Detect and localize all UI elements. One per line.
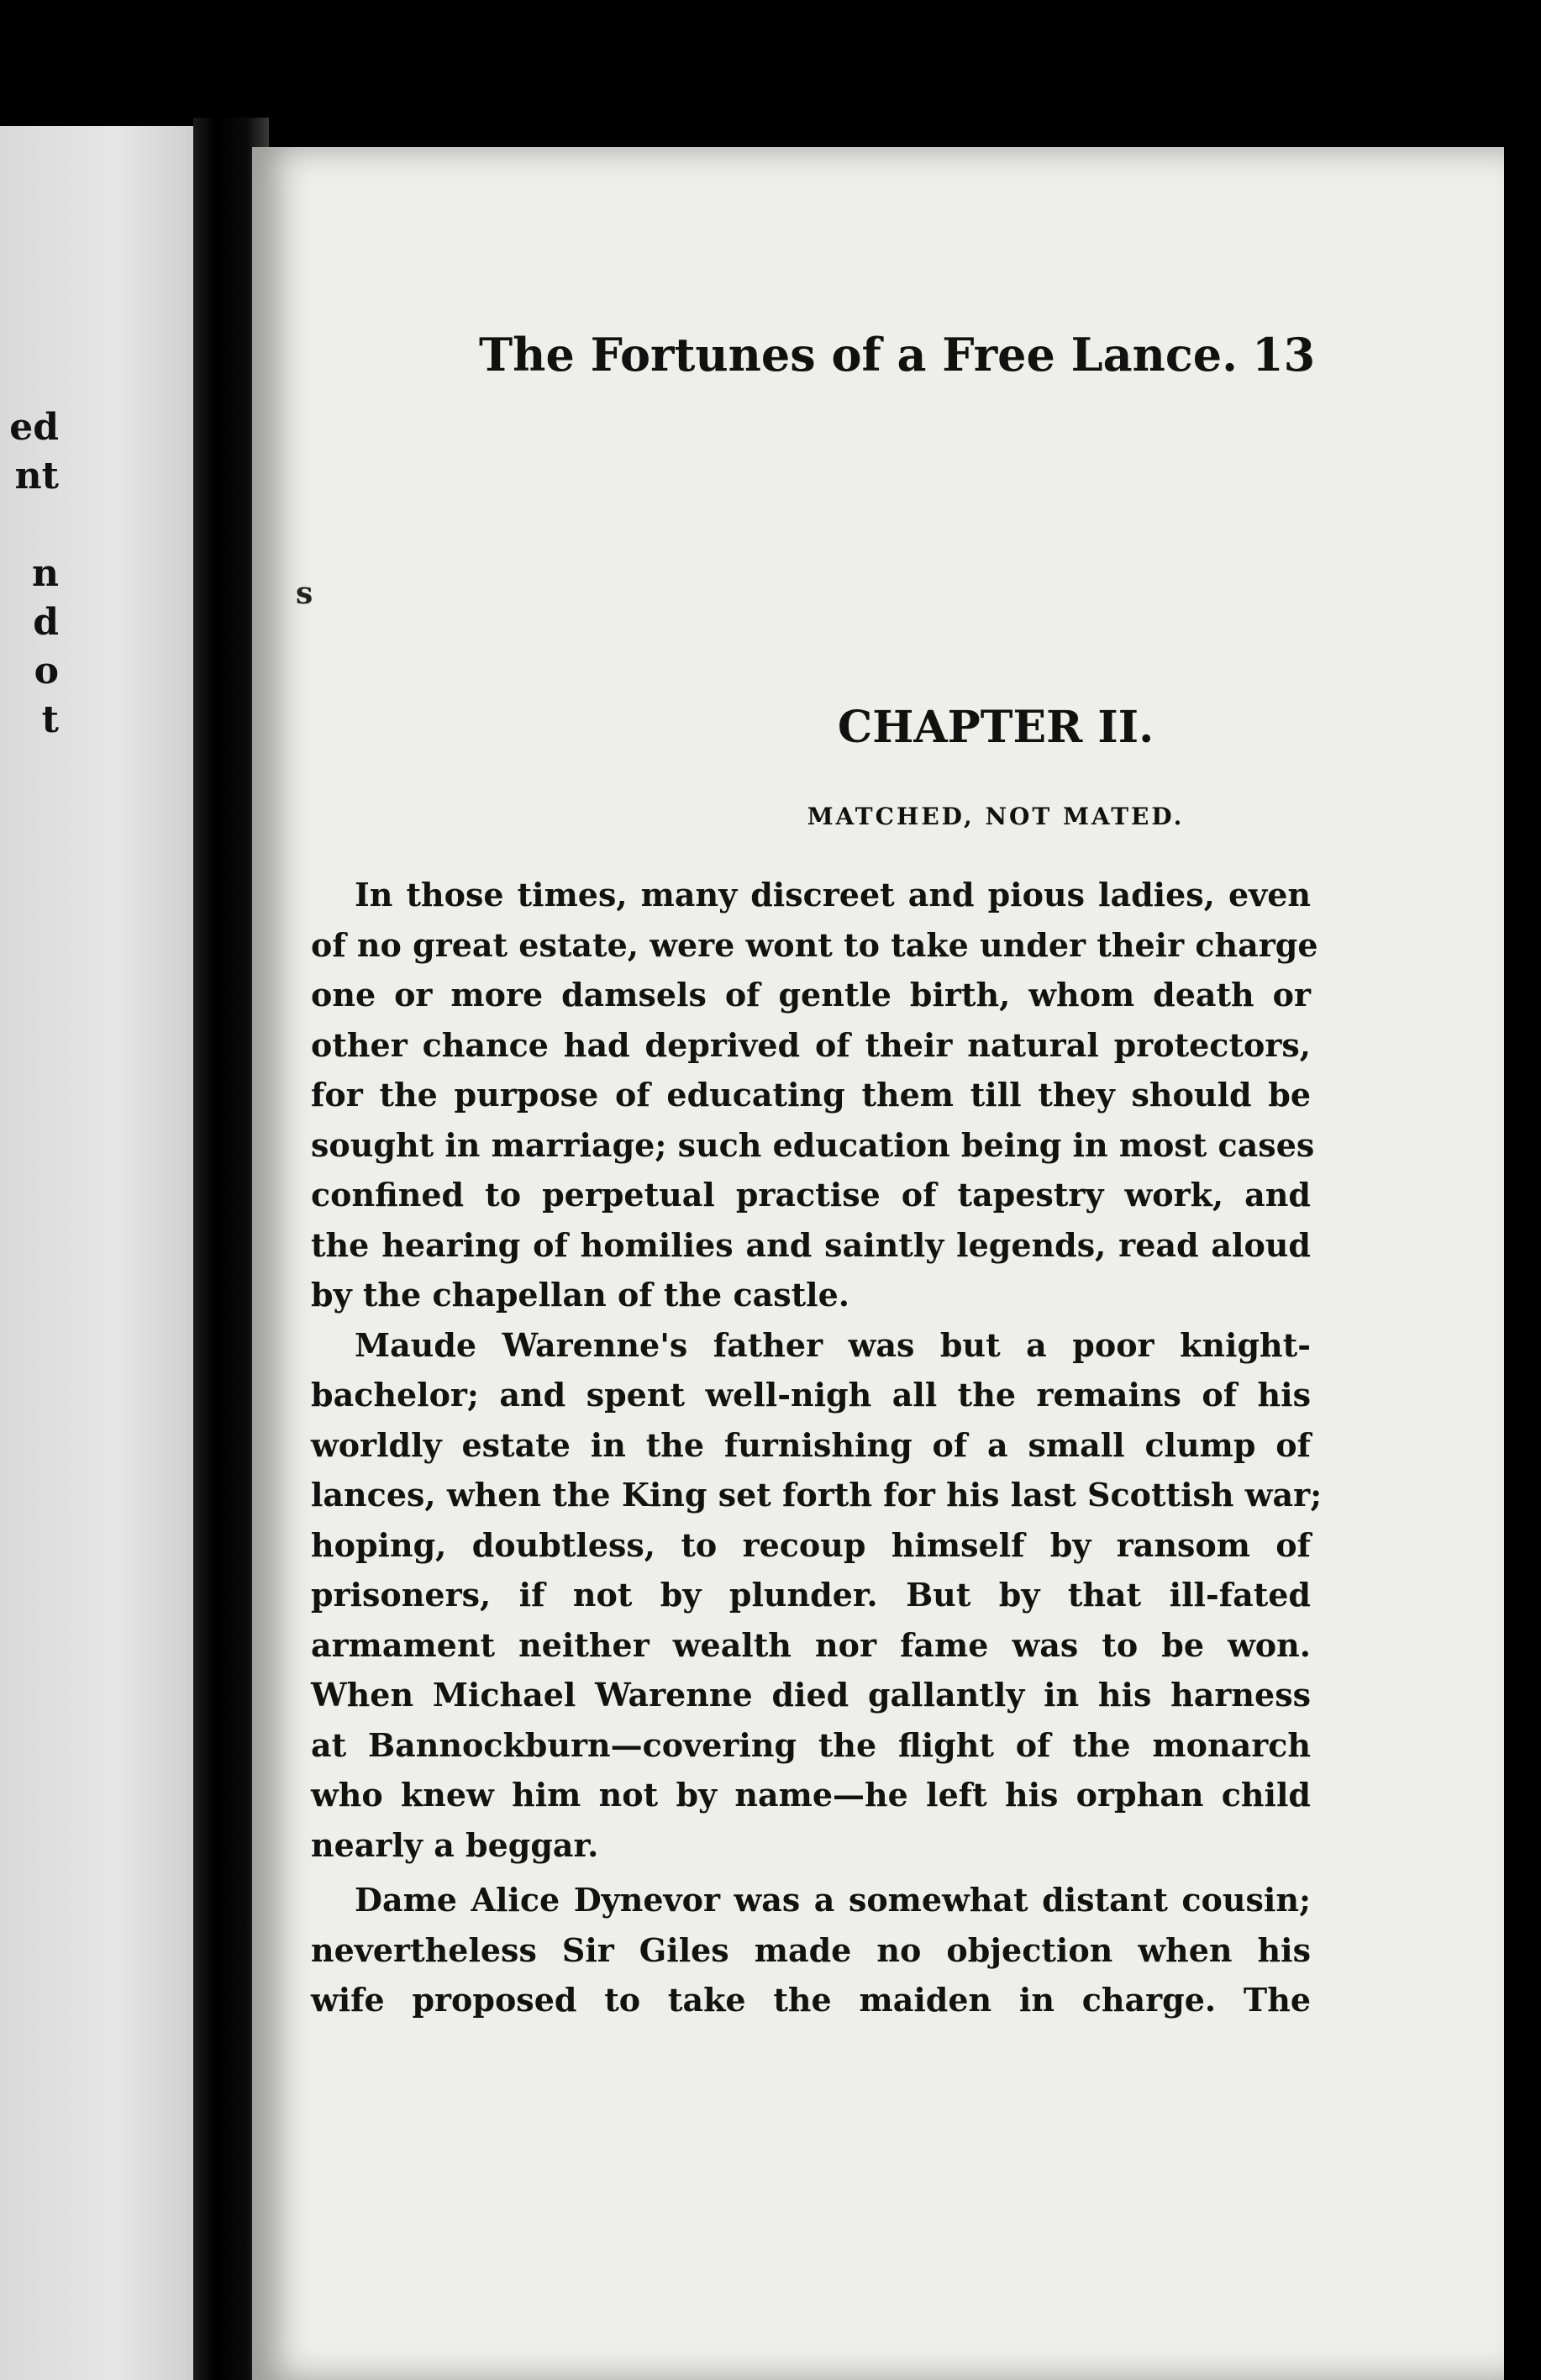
text-line: by the chapellan of the castle. [311, 1276, 850, 1314]
chapter-heading: CHAPTER II. [837, 702, 1154, 753]
text-line: who knew him not by name—he left his orphan child [311, 1776, 1311, 1814]
text-line: at Bannockburn—covering the flight of the monarch [311, 1725, 1311, 1764]
left-fragment: o [34, 650, 59, 692]
text-line: other chance had deprived of their natural protectors, [311, 1025, 1311, 1064]
text-line: one or more damsels of gentle birth, whom death or [311, 976, 1311, 1014]
left-page-fragments [0, 403, 59, 745]
left-fragment [0, 501, 59, 550]
text-line: armament neither wealth nor fame was to be won. [311, 1625, 1311, 1664]
text-line: the hearing of homilies and saintly legends, read aloud [311, 1225, 1311, 1264]
left-fragment: ed [9, 406, 59, 449]
paragraph [311, 1875, 1311, 2025]
text-line: bachelor; and spent well-nigh all the remains of his [311, 1376, 1311, 1414]
text-line: confined to perpetual practise of tapestry work, and [311, 1176, 1311, 1214]
paragraph [311, 1320, 1323, 1871]
running-head [252, 328, 1504, 403]
page-number: 13 [1252, 328, 1316, 382]
text-line: When Michael Warenne died gallantly in his harness [311, 1676, 1311, 1714]
paragraph [311, 870, 1318, 1320]
text-line: In those times, many discreet and pious ladies, even [355, 876, 1311, 914]
text-line: hoping, doubtless, to recoup himself by ransom of [311, 1525, 1311, 1564]
text-line: sought in marriage; such education being in most cases [311, 1125, 1315, 1164]
book-page [252, 147, 1504, 2380]
text-line: worldly estate in the furnishing of a small clump of [311, 1425, 1311, 1464]
text-line: nearly a beggar. [311, 1825, 599, 1864]
text-line: wife proposed to take the maiden in charge. The [311, 1981, 1311, 2019]
text-line: for the purpose of educating them till they should be [311, 1076, 1311, 1114]
text-line: lances, when the King set forth for his last Scottish war; [311, 1476, 1323, 1514]
stray-mark: s [296, 576, 313, 611]
left-fragment: t [41, 698, 59, 741]
left-fragment: d [33, 601, 59, 644]
text-line: Dame Alice Dynevor was a somewhat distant cousin; [355, 1881, 1311, 1919]
left-page-edge [0, 126, 193, 2380]
left-fragment: nt [14, 455, 59, 498]
text-line: Maude Warenne's father was but a poor knight- [355, 1325, 1311, 1364]
running-title: The Fortunes of a Free Lance. [479, 328, 1238, 382]
chapter-subtitle: MATCHED, NOT MATED. [807, 803, 1185, 830]
text-line: prisoners, if not by plunder. But by that ill-fated [311, 1576, 1311, 1614]
text-line: nevertheless Sir Giles made no objection when his [311, 1930, 1311, 1969]
left-fragment: n [32, 552, 59, 595]
text-line: of no great estate, were wont to take under their charge [311, 925, 1318, 964]
body-text [311, 870, 1323, 2025]
